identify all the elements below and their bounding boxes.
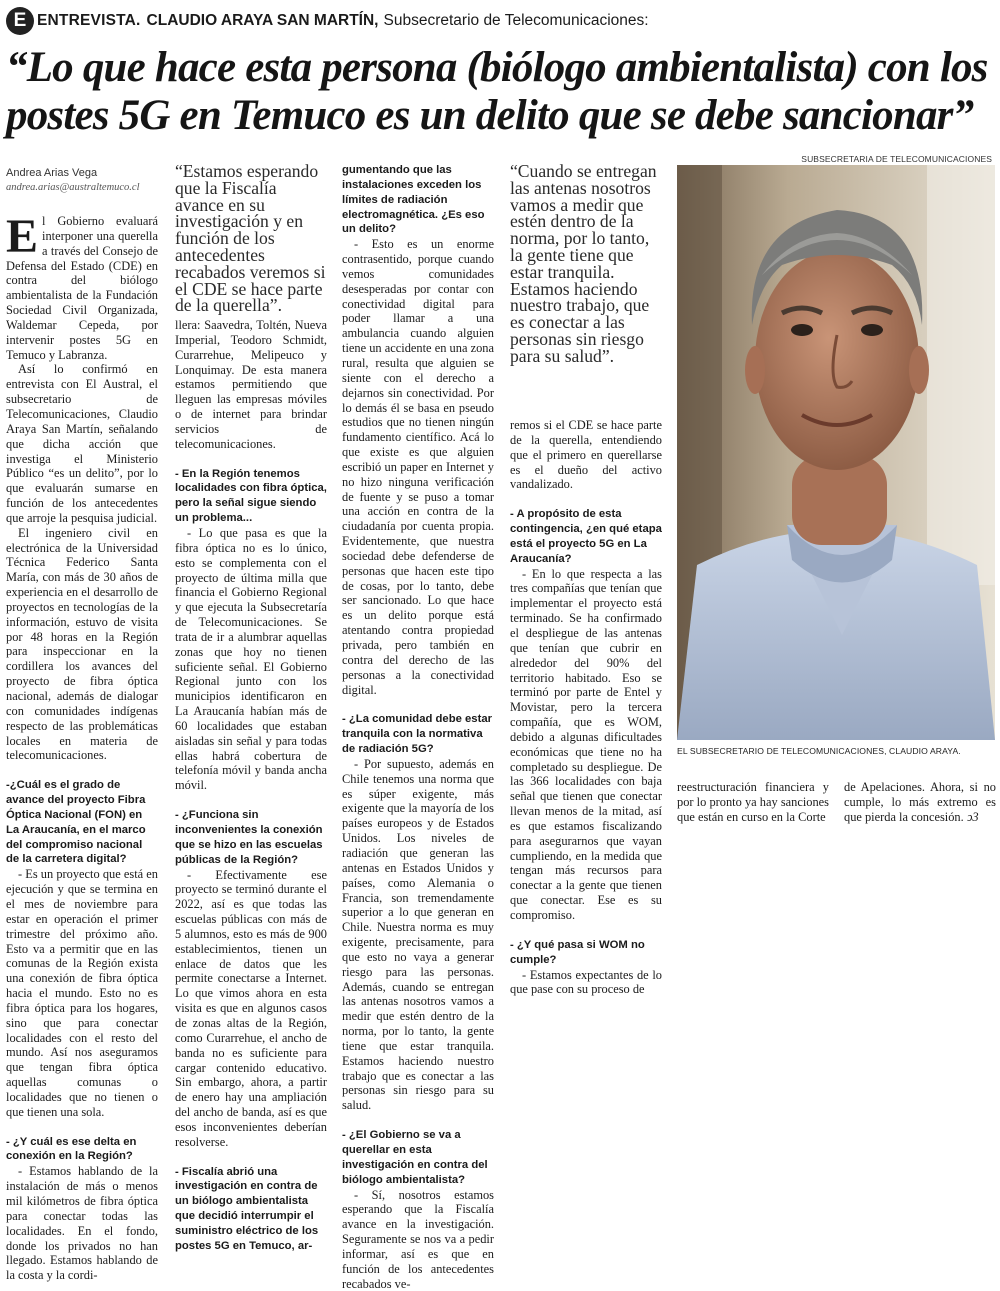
paragraph: de Apelaciones. Ahora, si no cumple, lo más extremo es que pierda la concesión. ↄ3 [844,780,996,824]
answer: - Efectivamente ese proyecto se terminó durante el 2022, así es que todas las escuelas públicas con más de 5 alumnos, esto es más de 900 establecimientos, tienen un enlace de datos que les permite conectarse a Internet. Lo que vimos ahora en esta visita es que en algunos casos de zonas altas de la Región, como Curarrehue, el ancho de banda no es suficiente para cargar contenido educativo. Sin embargo, ahora, a partir de enero hay una ampliación del ancho de banda, así es que esos inconvenientes deberían resolverse. [175,867,327,1149]
question: - A propósito de esta contingencia, ¿en qué etapa está el proyecto 5G en La Araucanía? [510,508,662,565]
paragraph: Así lo confirmó en entrevista con El Austral, el subsecretario de Telecomunicaciones, Claudio Araya San Martín, señalando que dicha acción que investiga el Ministerio Público “es un delito”, por lo que evaluarán sumarse en función de los antecedentes que arroje la pesquisa judicial. [6,362,158,525]
question: - ¿El Gobierno se va a querellar en esta investigación en contra del biólogo ambientalista? [342,1129,488,1186]
answer: - En lo que respecta a las tres compañías que tenían que implementar el proyecto está terminado. Se ha confirmado el despliegue de las antenas que tenían que cubrir en alrededor del 90% del territorio habitado. Eso se terminó por parte de Entel y Movistar, pero la tercera compañía, que es WOM, debido a algunas dificultades económicas que tiene no ha completado su despliegue. De las 366 localidades con baja señal que tienen que conectar llevan menos de la mitad, así es que estamos fiscalizando para asegurarnos que vayan cumpliendo, en la medida que tengan más recursos para conectar a la gente que tienen que conectar. Ese es su compromiso. [510,566,662,922]
question: - Fiscalía abrió una investigación en contra de un biólogo ambientalista que decidió interrumpir el suministro eléctrico de los postes 5G en Temuco, ar- [175,1165,319,1252]
section-badge: E [6,7,34,35]
end-mark-icon: ↄ3 [966,809,979,824]
pull-quote: “Estamos esperando que la Fiscalía avance en su investigación y en función de los antecedentes recabados veremos si el CDE se hace parte de la querella”. [175,161,326,316]
question: - ¿Y qué pasa si WOM no cumple? [510,938,645,966]
column-2 [175,318,327,1254]
question: - ¿La comunidad debe estar tranquila con la normativa de radiación 5G? [342,713,493,756]
interviewee-name: CLAUDIO ARAYA SAN MARTÍN, [146,12,379,29]
column-4 [510,418,662,997]
column-6 [844,780,996,825]
question: - En la Región tenemos localidades con fibra óptica, pero la señal sigue siendo un problema... [175,467,327,525]
answer: - Esto es un enorme contrasentido, porque cuando vemos comunidades desesperadas por contar con conectividad digital para poder llamar a una ambulancia cuando alguien tiene un accidente en una zona rural, resulta que alguien se siente con el derecho a dejarnos sin conectividad. Por lo demás él se basa en pseudo estudios que no tienen ningún fundamento científico. Acá lo que existe es que alguien escribió un paper en Internet y no hizo ninguna verificación de fuente y se puso a tomar una acción en contra de la ciudadanía por cuenta propia. Evidentemente, que nuestra sociedad debe defenderse de personas que hacen este tipo de cosas, por lo tanto, debe ser sancionado. Lo que hace es un delito porque está atentando contra propiedad privada, pero también en contra del derecho de las personas a la conectividad digital. [342,237,494,697]
drop-cap: E [6,210,39,263]
author-email: andrea.arias@australtemuco.cl [6,182,140,193]
pull-quote: “Cuando se entregan las antenas nosotros vamos a medir que estén dentro de la norma, por lo tanto, la gente tiene que estar tranquila. Estamos haciendo nuestro trabajo, que es conectar a las personas sin riesgo para su salud”. [510,161,657,366]
photo-caption: EL SUBSECRETARIO DE TELECOMUNICACIONES, CLAUDIO ARAYA. [677,746,961,756]
paragraph: El ingeniero civil en electrónica de la Universidad Técnica Federico Santa María, con más de 30 años de experiencia en el desarrollo de proyectos en tecnologías de la información, estuvo de visita por 48 horas en la Región para inspeccionar en la cordillera los avances del proyecto de fibra óptica nacional, además de dialogar con comunidades indígenas respecto de las problemáticas locales en materia de telecomunicaciones. [6,525,158,763]
answer: - Por supuesto, además en Chile tenemos una norma que es súper exigente, más exigente que la mayoría de los países europeos y de Estados Unidos. Los niveles de radiación que generan las antenas en Estados Unidos y países, como Alemania o Francia, son tremendamente superior a lo que generan en Chile. Nuestra norma es muy exigente, precisamente, para que esto no vaya a generar riesgo para las personas. Además, cuando se entregan las antenas nosotros vamos a medir que estén dentro de la norma, por lo tanto, la gente tiene que estar tranquila. Estamos haciendo nuestro trabajo que es conectar a las personas sin riesgo para su salud. [342,756,494,1113]
answer: - Es un proyecto que está en ejecución y que se termina en el mes de noviembre para estar en operación el primer trimestre del próximo año. Esto va a permitir que en las comunas de la Región exista una conexión de fibra óptica hacia el mundo. Esto no es fibra óptica para los hogares, sino que para conectar localidades con el resto del mundo. Así nos aseguramos que tengan fibra óptica aquellas comunas o localidades que no tienen o que tienen una sola. [6,867,158,1119]
kicker [6,7,996,35]
question: gumentando que las instalaciones exceden los límites de radiación electromagnética. ¿Es eso un delito? [342,164,485,236]
question: - ¿Funciona sin inconvenientes la conexión que se hizo en las escuelas públicas de la Región? [175,809,323,866]
question: - ¿Y cuál es ese delta en conexión en la Región? [6,1135,137,1163]
answer: - Estamos expectantes de lo que pase con su proceso de [510,967,662,997]
answer: - Sí, nosotros estamos esperando que la Fiscalía avance en la investigación. Seguramente se nos va a pedir informar, así es que en función de los antecedentes recabados ve- [342,1187,494,1291]
byline [6,167,166,193]
paragraph: remos si el CDE se hace parte de la querella, entendiendo que el primero en querellarse es el dueño del activo vandalizado. [510,418,662,492]
paragraph: reestructuración financiera y por lo pronto ya hay sanciones que están en curso en la Corte [677,780,829,824]
lead-paragraph: El Gobierno evaluará interponer una querella a través del Consejo de Defensa del Estado (CDE) en contra del biólogo ambientalista de la Fundación Sociedad Civil Organizada, Waldemar Cepeda, por intervenir postes 5G en Temuco y Labranza. [6,210,158,362]
answer: - Lo que pasa es que la fibra óptica no es lo único, esto se complementa con el proyecto de última milla que financia el Gobierno Regional y que ejecuta la Subsecretaría de Telecomunicaciones. Se trata de ir a alumbrar aquellas zonas que hoy no tienen suficiente señal. El Gobierno Regional junto con los municipios identificaron en La Araucanía habían más de 60 localidades que estaban aisladas sin señal y para todas ellas habrá cobertura de telefonía móvil y banda ancha móvil. [175,525,327,793]
section-label: ENTREVISTA. [37,12,141,29]
headline: “Lo que hace esta persona (biólogo ambientalista) con los postes 5G en Temuco es un delito que se debe sancionar” [6,44,988,139]
interviewee-role: Subsecretario de Telecomunicaciones: [383,12,649,29]
author-name: Andrea Arias Vega [6,167,98,179]
column-5 [677,780,829,825]
answer: - Estamos hablando de la instalación de más o menos mil kilómetros de fibra óptica para conectar todas las localidades. En el fondo, donde los privados no han llegado. Estamos hablando de la costa y la cordi- [6,1164,158,1283]
column-1 [6,210,158,1283]
photo-credit: SUBSECRETARIA DE TELECOMUNICACIONES [801,154,992,164]
portrait-photo [677,165,995,740]
column-3 [342,163,494,1291]
paragraph: llera: Saavedra, Toltén, Nueva Imperial, Teodoro Schmidt, Curarrehue, Melipeuco y Lonquimay. De esta manera estamos permitiendo que lleguen las empresas móviles o de internet para brindar servicios de telecomunicaciones. [175,318,327,451]
question: -¿Cuál es el grado de avance del proyecto Fibra Óptica Nacional (FON) en La Araucanía, en el marco del compromiso nacional de la carretera digital? [6,779,146,866]
